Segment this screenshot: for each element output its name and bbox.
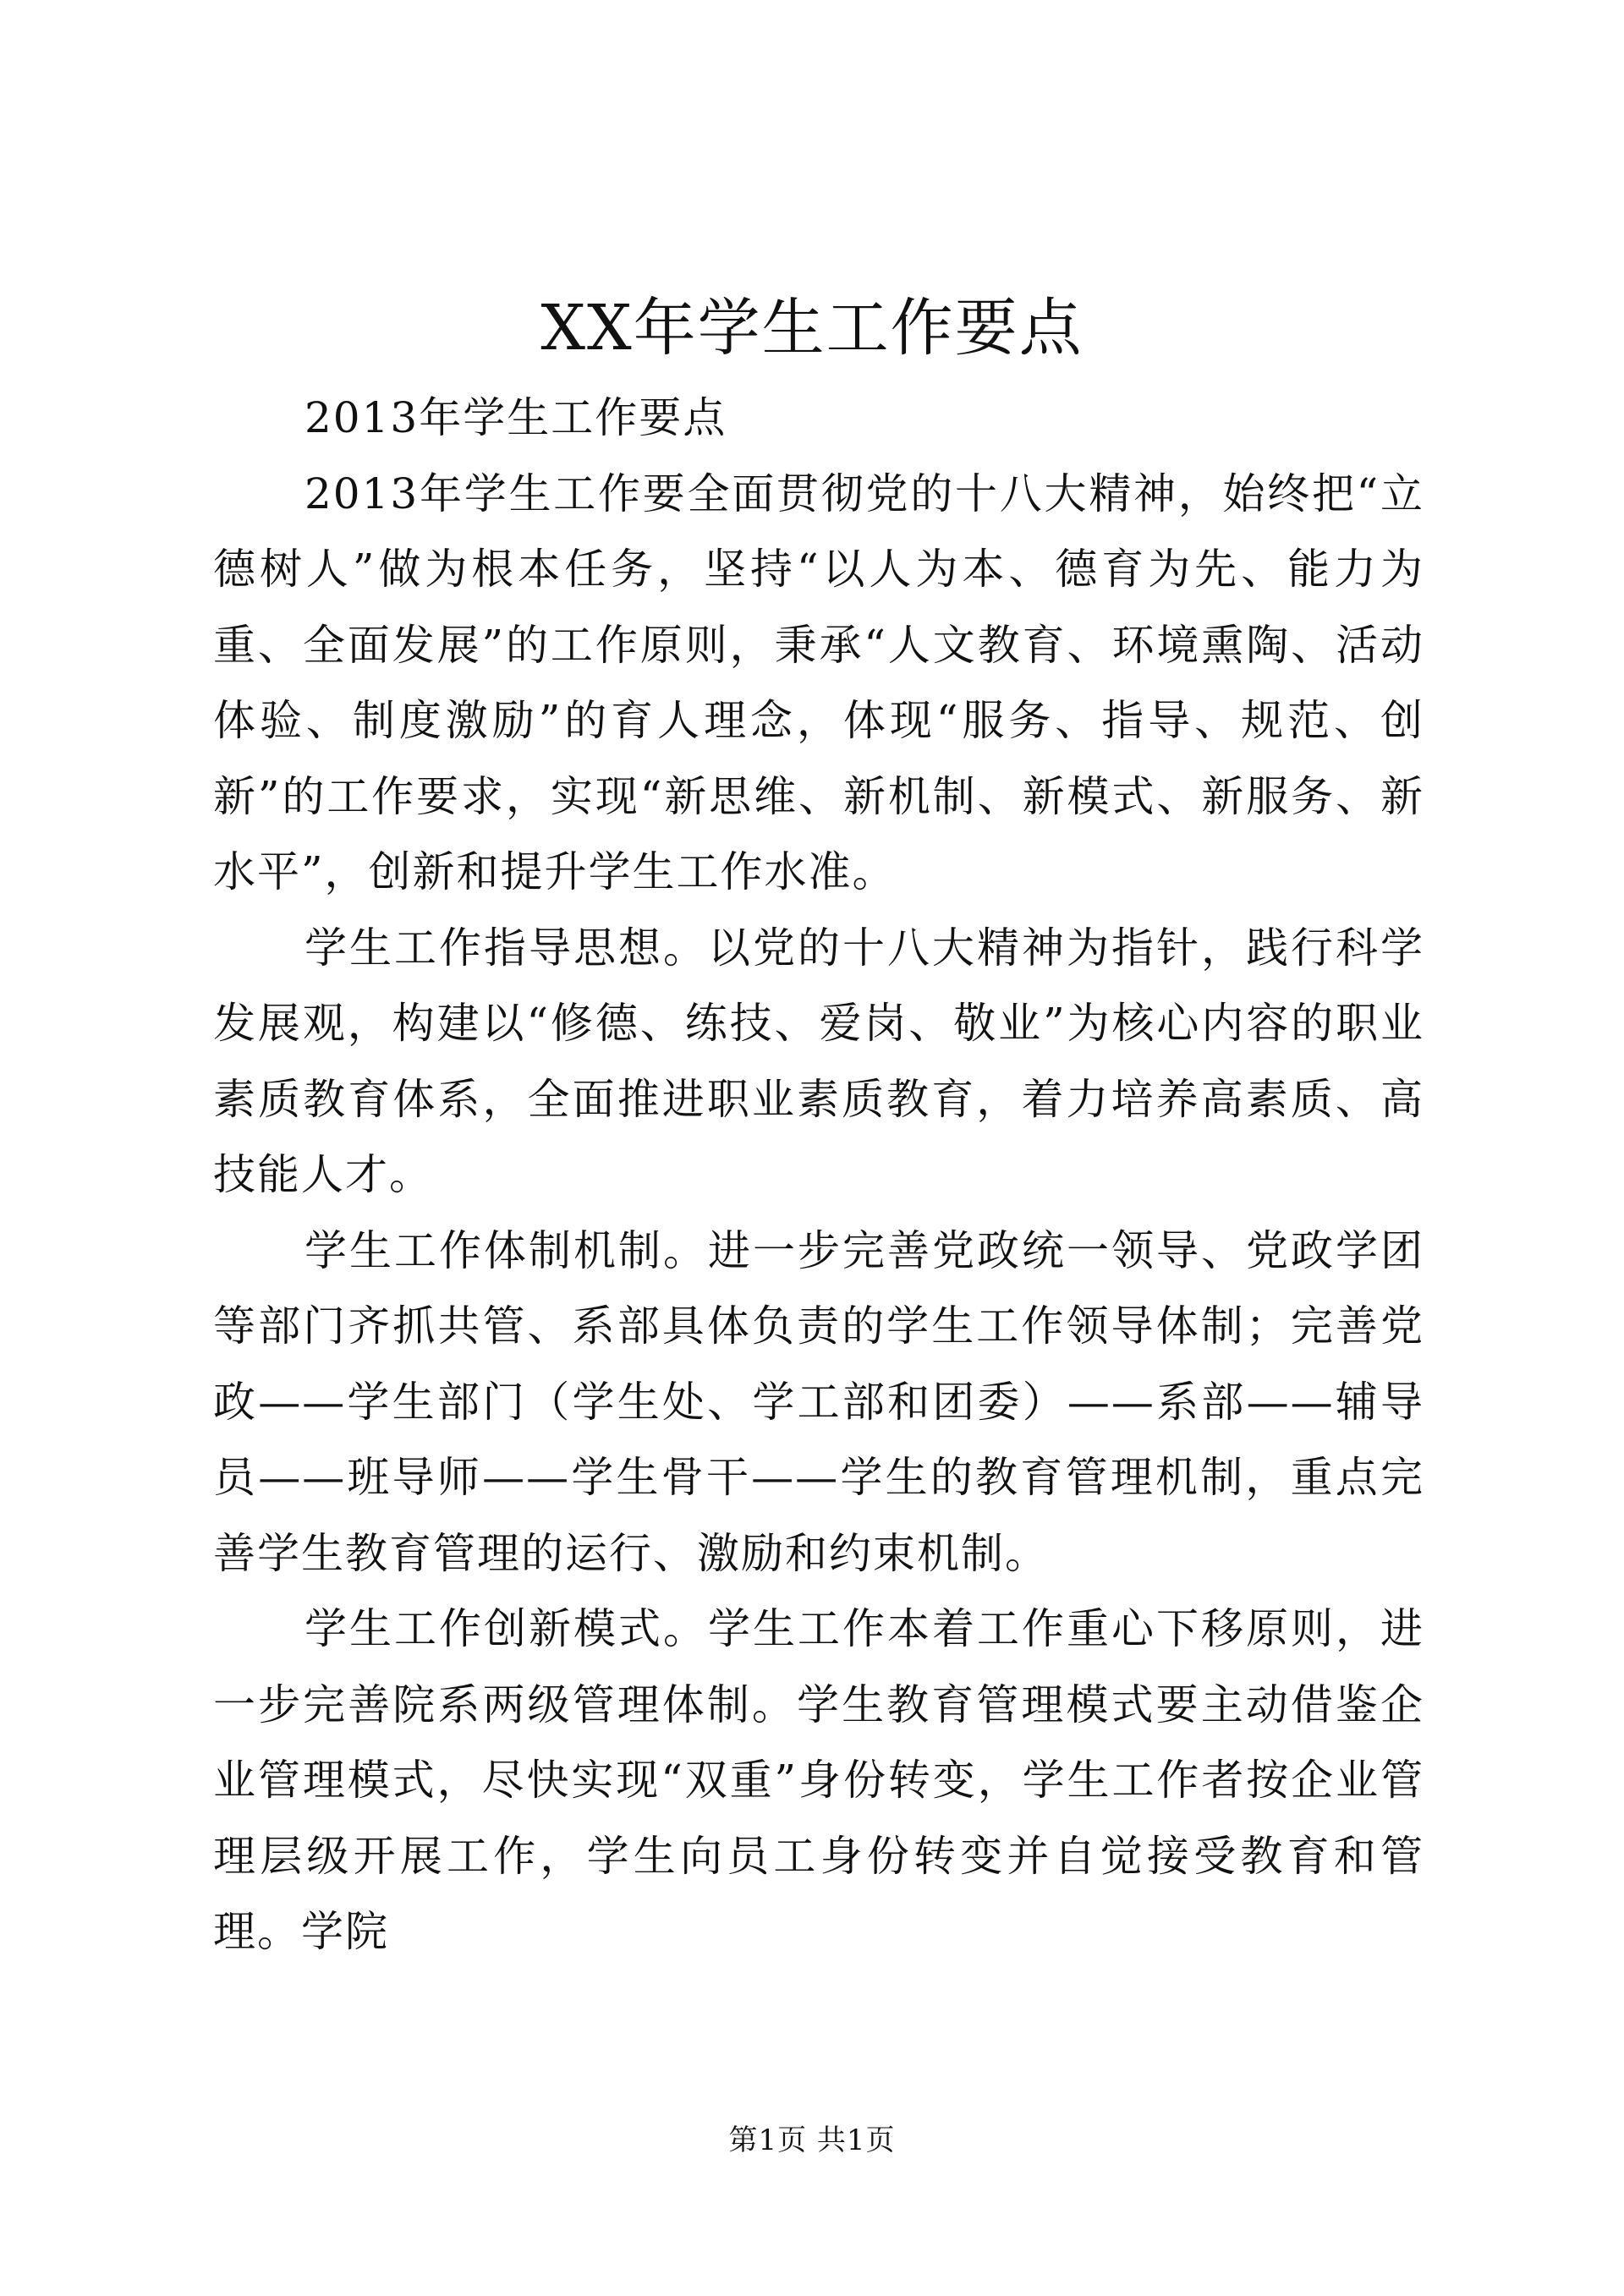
document-body [213,381,1424,1970]
page-footer: 第1页 共1页 [728,2123,896,2157]
document-title: XX年学生工作要点 [540,292,1084,364]
paragraph-system-mechanism: 学生工作体制机制。进一步完善党政统一领导、党政学团等部门齐抓共管、系部具体负责的学生工作领导体制；完善党政——学生部门（学生处、学工部和团委）——系部——辅导员——班导师——学生骨干——学生的教育管理机制，重点完善学生教育管理的运行、激励和约束机制。 [213,1225,1424,1578]
paragraph-guiding-ideology: 学生工作指导思想。以党的十八大精神为指针，践行科学发展观，构建以“修德、练技、爱岗、敬业”为核心内容的职业素质教育体系，全面推进职业素质教育，着力培养高素质、高技能人才。 [213,923,1424,1199]
paragraph-subtitle: 2013年学生工作要点 [304,393,727,442]
paragraph-overview: 2013年学生工作要全面贯彻党的十八大精神，始终把“立德树人”做为根本任务，坚持“以人为本、德育为先、能力为重、全面发展”的工作原则，秉承“人文教育、环境熏陶、活动体验、制度激励”的育人理念，体现“服务、指导、规范、创新”的工作要求，实现“新思维、新机制、新模式、新服务、新水平”，创新和提升学生工作水准。 [213,469,1424,896]
paragraph-innovation-mode: 学生工作创新模式。学生工作本着工作重心下移原则，进一步完善院系两级管理体制。学生教育管理模式要主动借鉴企业管理模式，尽快实现“双重”身份转变，学生工作者按企业管理层级开展工作，学生向员工身份转变并自觉接受教育和管理。学院 [213,1604,1424,1956]
